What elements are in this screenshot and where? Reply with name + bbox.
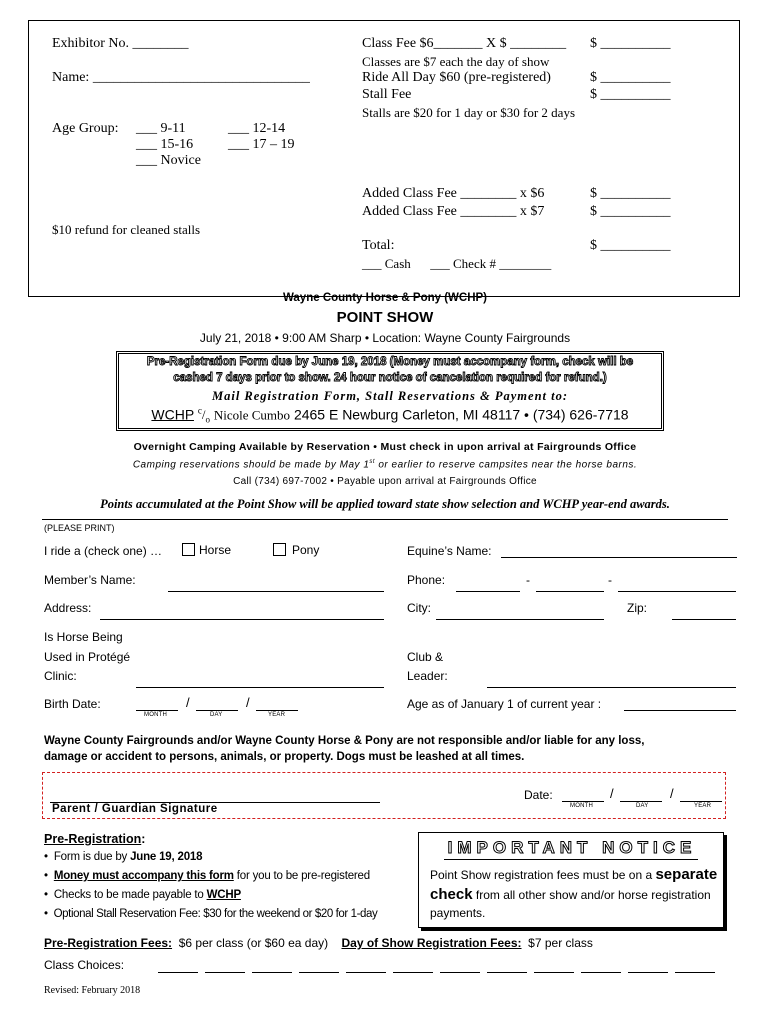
event-details: July 21, 2018 • 9:00 AM Sharp • Location: Wayne County Fairgrounds xyxy=(199,331,571,345)
birth-month-caption: MONTH xyxy=(144,712,167,718)
prereg-bullet-3: • Checks to be made payable to WCHP xyxy=(44,889,241,901)
important-notice-title: IMPORTANT NOTICE xyxy=(444,838,699,860)
birth-day-input[interactable] xyxy=(196,710,238,711)
revised-date: Revised: February 2018 xyxy=(44,985,141,996)
added-class-fee-7[interactable]: Added Class Fee ________ x $7 xyxy=(362,204,545,219)
address-label: Address: xyxy=(44,601,92,615)
sig-month-input[interactable] xyxy=(562,801,604,802)
sig-year-input[interactable] xyxy=(680,801,722,802)
notice-line-1: Pre-Registration Form due by June 19, 2018 (Money must accompany form, check will be xyxy=(146,356,634,368)
stall-fee-label: Stall Fee xyxy=(362,87,412,102)
signature-label: Parent / Guardian Signature xyxy=(52,803,218,815)
liability-line-2: damage or accident to persons, animals, or property. Dogs must be leashed at all times. xyxy=(44,751,525,763)
phone-area-input[interactable] xyxy=(456,591,520,592)
age-12-14-option[interactable]: ___ 12-14 xyxy=(228,121,286,136)
signature-date-label: Date: xyxy=(524,788,553,802)
equine-name-input[interactable] xyxy=(501,557,737,558)
protege-label-1: Is Horse Being xyxy=(44,630,123,644)
phone-line-input[interactable] xyxy=(618,591,736,592)
age-as-of-input[interactable] xyxy=(624,710,736,711)
prereg-bullet-4: • Optional Stall Reservation Fee: $30 for the weekend or $20 for 1-day xyxy=(44,908,377,920)
refund-note: $10 refund for cleaned stalls xyxy=(52,222,201,237)
class-choice-input[interactable] xyxy=(675,972,715,973)
sig-year-caption: YEAR xyxy=(694,803,712,809)
class-choice-input[interactable] xyxy=(346,972,386,973)
zip-input[interactable] xyxy=(672,619,736,620)
camping-line-3: Call (734) 697-7002 • Payable upon arrival at Fairgrounds Office xyxy=(233,476,537,487)
page-title: POINT SHOW xyxy=(336,309,434,326)
birth-day-caption: DAY xyxy=(210,712,223,718)
added-class-fee-6-amount[interactable]: $ __________ xyxy=(590,186,671,201)
equine-name-label: Equine’s Name: xyxy=(407,544,492,558)
phone-dash-2: - xyxy=(608,573,612,587)
birth-year-caption: YEAR xyxy=(268,712,286,718)
important-line-2: check from all other show and/or horse registration xyxy=(430,886,711,903)
wchp-payee: WCHP xyxy=(151,406,194,423)
prereg-bullet-2: • Money must accompany this form for you to be pre-registered xyxy=(44,870,370,882)
contact-address: 2465 E Newburg Carleton, MI 48117 • (734) 626-7718 xyxy=(293,406,629,423)
class-choices-inputs[interactable] xyxy=(158,961,718,973)
prereg-fees-value: $6 per class (or $60 ea day) xyxy=(172,936,329,950)
fee-summary-line xyxy=(44,936,593,950)
class-fee-amount[interactable]: $ __________ xyxy=(590,36,671,51)
class-choice-input[interactable] xyxy=(393,972,433,973)
class-choice-input[interactable] xyxy=(158,972,198,973)
ride-all-day-label: Ride All Day $60 (pre-registered) xyxy=(362,70,551,85)
protege-label-3: Clinic: xyxy=(44,669,77,683)
city-label: City: xyxy=(407,601,431,615)
age-as-of-label: Age as of January 1 of current year : xyxy=(407,697,602,711)
age-novice-option[interactable]: ___ Novice xyxy=(136,153,201,168)
stall-note: Stalls are $20 for 1 day or $30 for 2 days xyxy=(362,105,576,120)
total-amount[interactable]: $ __________ xyxy=(590,238,671,253)
horse-checkbox-box[interactable] xyxy=(182,543,195,556)
city-input[interactable] xyxy=(436,619,604,620)
sig-slash-1: / xyxy=(610,786,614,801)
exhibitor-number-field[interactable]: Exhibitor No. ________ xyxy=(52,36,189,51)
birth-slash-2: / xyxy=(246,695,250,710)
class-choice-input[interactable] xyxy=(628,972,668,973)
class-choice-input[interactable] xyxy=(534,972,574,973)
pony-checkbox-box[interactable] xyxy=(273,543,286,556)
birth-slash-1: / xyxy=(186,695,190,710)
important-notice-title-wrap xyxy=(418,838,724,860)
protege-label-2: Used in Protégé xyxy=(44,650,131,664)
day-of-show-fees-value: $7 per class xyxy=(521,936,593,950)
sig-day-input[interactable] xyxy=(620,801,662,802)
contact-name: Nicole Cumbo xyxy=(213,407,291,423)
phone-label: Phone: xyxy=(407,573,446,587)
camping-line-1: Overnight Camping Available by Reservation • Must check in upon arrival at Fairgrounds Office xyxy=(133,441,637,453)
section-divider xyxy=(42,519,728,520)
notice-line-2: cashed 7 days prior to show. 24 hour notice of cancelation required for refund.) xyxy=(173,372,607,384)
class-choice-input[interactable] xyxy=(205,972,245,973)
please-print-note: (PLEASE PRINT) xyxy=(44,523,115,533)
club-leader-input[interactable] xyxy=(487,687,736,688)
phone-prefix-input[interactable] xyxy=(536,591,604,592)
day-of-show-fees-label: Day of Show Registration Fees: xyxy=(341,936,522,950)
member-name-input[interactable] xyxy=(168,591,384,592)
stall-fee-amount[interactable]: $ __________ xyxy=(590,87,671,102)
prereg-bullet-1: • Form is due by June 19, 2018 xyxy=(44,851,202,863)
zip-label: Zip: xyxy=(627,601,648,615)
org-name: Wayne County Horse & Pony (WCHP) xyxy=(282,292,488,304)
address-input[interactable] xyxy=(100,619,384,620)
sig-month-caption: MONTH xyxy=(570,803,593,809)
sig-slash-2: / xyxy=(670,786,674,801)
class-choice-input[interactable] xyxy=(487,972,527,973)
birth-month-input[interactable] xyxy=(136,710,178,711)
class-choice-input[interactable] xyxy=(299,972,339,973)
important-line-3: payments. xyxy=(430,906,486,920)
ride-all-day-amount[interactable]: $ __________ xyxy=(590,70,671,85)
added-class-fee-7-amount[interactable]: $ __________ xyxy=(590,204,671,219)
age-17-19-option[interactable]: ___ 17 – 19 xyxy=(228,137,295,152)
prereg-fees-label: Pre-Registration Fees: xyxy=(44,936,173,950)
class-choice-input[interactable] xyxy=(252,972,292,973)
age-group-label: Age Group: xyxy=(52,121,119,136)
payment-method-field[interactable]: ___ Cash ___ Check # ________ xyxy=(362,256,552,271)
care-of: $^c/_o$ xyxy=(197,406,210,425)
birth-date-label: Birth Date: xyxy=(44,697,101,711)
horse-checkbox[interactable]: Horse xyxy=(182,543,231,557)
member-name-label: Member’s Name: xyxy=(44,573,136,587)
class-choice-input[interactable] xyxy=(581,972,621,973)
prereg-title: Pre-Registration: xyxy=(44,832,146,846)
classes-note: Classes are $7 each the day of show xyxy=(362,54,550,69)
sig-day-caption: DAY xyxy=(636,803,649,809)
added-class-fee-6[interactable]: Added Class Fee ________ x $6 xyxy=(362,186,545,201)
class-choice-input[interactable] xyxy=(440,972,480,973)
important-line-1: Point Show registration fees must be on a separate xyxy=(430,866,718,883)
points-note: Points accumulated at the Point Show will be applied toward state show selection and WCHP year-end awards. xyxy=(100,497,670,511)
camping-line-2: Camping reservations should be made by May 1st or earlier to reserve campsites near the horse barns. xyxy=(132,459,638,471)
liability-line-1: Wayne County Fairgrounds and/or Wayne County Horse & Pony are not responsible and/or liable for any loss, xyxy=(44,735,645,747)
club-label-1: Club & xyxy=(407,650,444,664)
club-label-2: Leader: xyxy=(407,669,448,683)
age-9-11-option[interactable]: ___ 9-11 xyxy=(136,121,186,136)
pony-checkbox[interactable]: Pony xyxy=(273,543,319,557)
birth-year-input[interactable] xyxy=(256,710,298,711)
ride-type-label: I ride a (check one) … xyxy=(44,544,163,558)
class-fee-field[interactable]: Class Fee $6_______ X $ ________ xyxy=(362,36,567,51)
name-field[interactable]: Name: _______________________________ xyxy=(52,70,310,85)
mailing-address xyxy=(116,406,664,425)
class-choices-label: Class Choices: xyxy=(44,958,125,972)
mail-to-heading: Mail Registration Form, Stall Reservations & Payment to: xyxy=(211,389,569,403)
total-label: Total: xyxy=(362,238,395,253)
phone-dash-1: - xyxy=(526,573,530,587)
age-15-16-option[interactable]: ___ 15-16 xyxy=(136,137,194,152)
protege-input[interactable] xyxy=(136,687,384,688)
